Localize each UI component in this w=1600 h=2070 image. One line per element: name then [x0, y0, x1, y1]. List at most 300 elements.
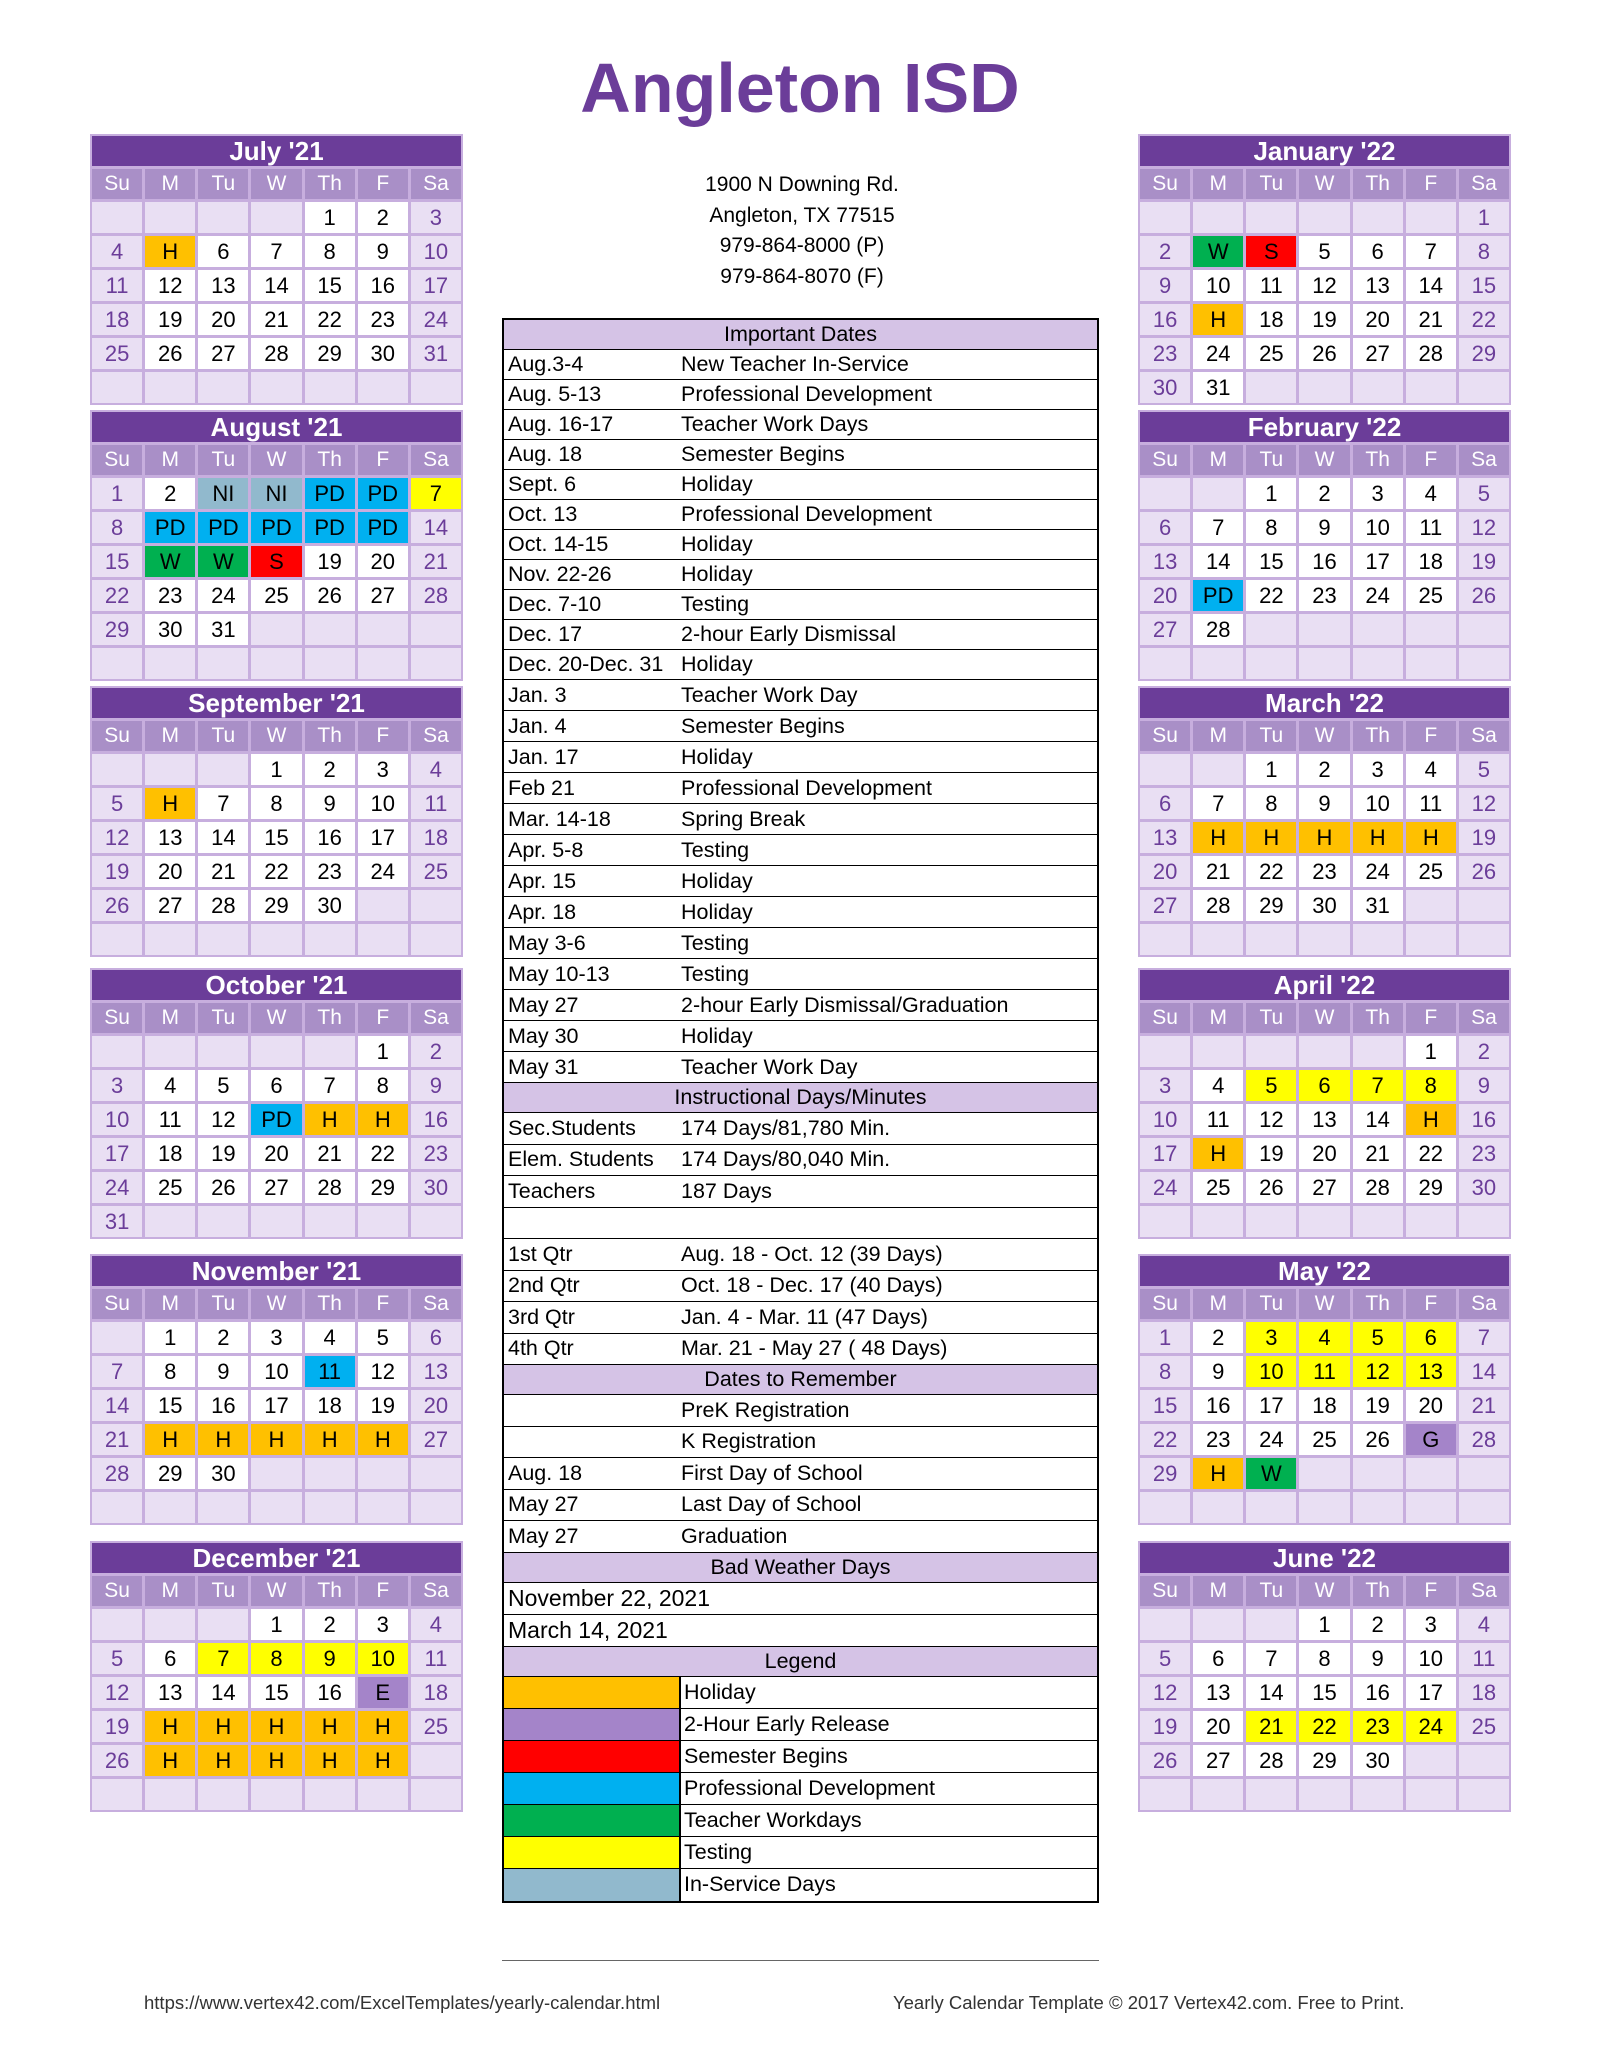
- row-date: Sec.Students: [508, 1115, 636, 1140]
- weekday-header: Su: [1140, 721, 1190, 751]
- day-cell: 6: [1353, 236, 1403, 267]
- day-cell: 25: [1406, 580, 1456, 611]
- row-date: Jan. 4: [508, 713, 567, 738]
- day-cell: 11: [1459, 1643, 1509, 1674]
- day-cell: 14: [1353, 1104, 1403, 1135]
- day-cell: 10: [1140, 1104, 1190, 1135]
- day-cell: 4: [1459, 1609, 1509, 1640]
- bad-weather-date: November 22, 2021: [508, 1584, 711, 1611]
- empty-day-cell: [1353, 372, 1403, 403]
- empty-day-cell: [358, 1458, 408, 1489]
- row-date: May 27: [508, 992, 579, 1017]
- row-description: Holiday: [681, 532, 753, 556]
- row-description: Teacher Work Days: [681, 412, 869, 436]
- weekday-header: Sa: [411, 445, 461, 475]
- day-cell: 17: [1246, 1390, 1296, 1421]
- day-cell: 17: [251, 1390, 301, 1421]
- day-cell: 9: [1193, 1356, 1243, 1387]
- empty-day-cell: [411, 1779, 461, 1810]
- day-cell: 5: [1246, 1070, 1296, 1101]
- day-cell: 27: [198, 338, 248, 369]
- day-cell: 4: [1193, 1070, 1243, 1101]
- empty-day-cell: [251, 202, 301, 233]
- empty-day-cell: [1406, 924, 1456, 955]
- day-cell: H: [1193, 1138, 1243, 1169]
- remember-row: [504, 1521, 1097, 1553]
- day-cell: 28: [92, 1458, 142, 1489]
- weekday-header: Tu: [198, 1289, 248, 1319]
- day-cell: 1: [1459, 202, 1509, 233]
- empty-day-cell: [251, 1458, 301, 1489]
- weekday-header: Sa: [1459, 721, 1509, 751]
- day-cell: 20: [411, 1390, 461, 1421]
- month-calendar: [1138, 968, 1511, 1239]
- day-cell: 26: [1459, 856, 1509, 887]
- day-cell: 10: [92, 1104, 142, 1135]
- day-cell: 26: [1299, 338, 1349, 369]
- day-cell: 13: [145, 822, 195, 853]
- day-cell: 27: [145, 890, 195, 921]
- day-cell: PD: [358, 512, 408, 543]
- day-cell: 26: [305, 580, 355, 611]
- empty-day-cell: [1406, 202, 1456, 233]
- day-cell: 21: [251, 304, 301, 335]
- empty-day-cell: [145, 1206, 195, 1237]
- day-cell: 23: [411, 1138, 461, 1169]
- weekday-header: Th: [1353, 169, 1403, 199]
- day-cell: 9: [1459, 1070, 1509, 1101]
- row-date: 4th Qtr: [508, 1336, 574, 1361]
- day-cell: 16: [358, 270, 408, 301]
- row-date: Feb 21: [508, 775, 575, 800]
- day-cell: H: [1193, 1458, 1243, 1489]
- day-cell: PD: [251, 1104, 301, 1135]
- day-cell: 1: [92, 478, 142, 509]
- day-cell: 15: [251, 1677, 301, 1708]
- day-cell: 4: [1406, 478, 1456, 509]
- empty-day-cell: [1299, 1779, 1349, 1810]
- weekday-header: Tu: [1246, 169, 1296, 199]
- day-cell: H: [1353, 822, 1403, 853]
- weekday-header: M: [1193, 1003, 1243, 1033]
- day-cell: 20: [251, 1138, 301, 1169]
- day-cell: 14: [198, 1677, 248, 1708]
- day-cell: H: [1299, 822, 1349, 853]
- day-cell: 7: [411, 478, 461, 509]
- weekday-header: Su: [1140, 1576, 1190, 1606]
- day-cell: 5: [358, 1322, 408, 1353]
- empty-day-cell: [411, 1492, 461, 1523]
- day-cell: 1: [1406, 1036, 1456, 1067]
- empty-day-cell: [198, 1492, 248, 1523]
- empty-day-cell: [358, 648, 408, 679]
- day-cell: 28: [305, 1172, 355, 1203]
- day-cell: 27: [411, 1424, 461, 1455]
- empty-day-cell: [251, 1036, 301, 1067]
- day-cell: 20: [1193, 1711, 1243, 1742]
- day-cell: 27: [1140, 614, 1190, 645]
- day-cell: 26: [92, 890, 142, 921]
- empty-day-cell: [1353, 1492, 1403, 1523]
- empty-day-cell: [1193, 648, 1243, 679]
- day-cell: 1: [251, 1609, 301, 1640]
- day-cell: 16: [411, 1104, 461, 1135]
- empty-day-cell: [251, 924, 301, 955]
- remember-row: [504, 1427, 1097, 1459]
- day-cell: 19: [145, 304, 195, 335]
- weekday-header: Th: [1353, 1576, 1403, 1606]
- day-cell: 11: [1193, 1104, 1243, 1135]
- day-cell: 30: [1299, 890, 1349, 921]
- weekday-header: W: [251, 445, 301, 475]
- day-cell: 9: [1299, 788, 1349, 819]
- day-cell: 15: [1299, 1677, 1349, 1708]
- day-cell: H: [1193, 304, 1243, 335]
- day-cell: H: [145, 788, 195, 819]
- day-cell: 24: [198, 580, 248, 611]
- day-cell: S: [251, 546, 301, 577]
- day-cell: 18: [92, 304, 142, 335]
- day-cell: 5: [1353, 1322, 1403, 1353]
- bad-weather-row: [504, 1615, 1097, 1647]
- day-cell: 9: [198, 1356, 248, 1387]
- legend-swatch: [504, 1773, 681, 1804]
- day-cell: PD: [358, 478, 408, 509]
- day-cell: 8: [1140, 1356, 1190, 1387]
- day-cell: 12: [1140, 1677, 1190, 1708]
- day-cell: 1: [1246, 478, 1296, 509]
- dates-to-remember-header: Dates to Remember: [504, 1365, 1097, 1395]
- day-cell: E: [358, 1677, 408, 1708]
- empty-day-cell: [92, 924, 142, 955]
- weekday-header: Th: [305, 169, 355, 199]
- address-line: 1900 N Downing Rd.: [705, 173, 899, 196]
- empty-day-cell: [411, 1206, 461, 1237]
- empty-day-cell: [92, 1492, 142, 1523]
- empty-day-cell: [1406, 372, 1456, 403]
- empty-day-cell: [1459, 648, 1509, 679]
- empty-day-cell: [1353, 1779, 1403, 1810]
- empty-day-cell: [251, 614, 301, 645]
- month-title: March '22: [1140, 688, 1509, 718]
- empty-day-cell: [358, 614, 408, 645]
- empty-day-cell: [305, 614, 355, 645]
- day-cell: 3: [1140, 1070, 1190, 1101]
- day-cell: H: [145, 1424, 195, 1455]
- row-description: Last Day of School: [681, 1492, 862, 1517]
- important-date-row: [504, 650, 1097, 680]
- day-cell: H: [358, 1745, 408, 1776]
- day-cell: G: [1406, 1424, 1456, 1455]
- weekday-header: Th: [305, 1003, 355, 1033]
- row-date: Elem. Students: [508, 1147, 654, 1172]
- day-cell: 25: [411, 856, 461, 887]
- weekday-header: Su: [1140, 169, 1190, 199]
- empty-day-cell: [1459, 890, 1509, 921]
- month-title: November '21: [92, 1256, 461, 1286]
- day-cell: 19: [305, 546, 355, 577]
- empty-day-cell: [198, 924, 248, 955]
- day-cell: 29: [305, 338, 355, 369]
- day-cell: 10: [1246, 1356, 1296, 1387]
- weekday-header: W: [1299, 721, 1349, 751]
- important-date-row: [504, 500, 1097, 530]
- day-cell: 14: [1246, 1677, 1296, 1708]
- weekday-header: Sa: [1459, 1289, 1509, 1319]
- day-cell: 12: [1299, 270, 1349, 301]
- page-title: Angleton ISD: [580, 49, 1020, 127]
- row-date: Apr. 15: [508, 868, 577, 893]
- day-cell: 28: [1353, 1172, 1403, 1203]
- row-date: May 30: [508, 1023, 579, 1048]
- empty-day-cell: [145, 1492, 195, 1523]
- day-cell: 25: [1406, 856, 1456, 887]
- day-cell: 13: [1140, 546, 1190, 577]
- day-cell: PD: [145, 512, 195, 543]
- empty-day-cell: [92, 372, 142, 403]
- row-date: Dec. 7-10: [508, 592, 602, 616]
- instructional-row: [504, 1176, 1097, 1208]
- empty-day-cell: [145, 1036, 195, 1067]
- day-cell: 20: [198, 304, 248, 335]
- day-cell: 7: [92, 1356, 142, 1387]
- day-cell: 15: [145, 1390, 195, 1421]
- empty-day-cell: [145, 372, 195, 403]
- row-description: First Day of School: [681, 1460, 863, 1485]
- day-cell: 18: [411, 822, 461, 853]
- day-cell: 4: [411, 1609, 461, 1640]
- day-cell: 25: [1246, 338, 1296, 369]
- day-cell: 24: [92, 1172, 142, 1203]
- weekday-header: W: [1299, 1289, 1349, 1319]
- row-date: Sept. 6: [508, 472, 577, 496]
- day-cell: 13: [1406, 1356, 1456, 1387]
- weekday-header: F: [358, 445, 408, 475]
- weekday-header: Su: [92, 1003, 142, 1033]
- empty-day-cell: [1299, 1036, 1349, 1067]
- day-cell: 13: [145, 1677, 195, 1708]
- day-cell: 4: [305, 1322, 355, 1353]
- day-cell: S: [1246, 236, 1296, 267]
- empty-day-cell: [198, 372, 248, 403]
- day-cell: 24: [1406, 1711, 1456, 1742]
- day-cell: 26: [1353, 1424, 1403, 1455]
- empty-day-cell: [1459, 1745, 1509, 1776]
- empty-day-cell: [1246, 924, 1296, 955]
- day-cell: 2: [1193, 1322, 1243, 1353]
- row-date: Oct. 14-15: [508, 532, 609, 556]
- empty-day-cell: [92, 648, 142, 679]
- empty-day-cell: [411, 648, 461, 679]
- empty-day-cell: [145, 754, 195, 785]
- empty-day-cell: [1193, 478, 1243, 509]
- day-cell: 28: [1193, 890, 1243, 921]
- day-cell: 21: [1246, 1711, 1296, 1742]
- row-date: Mar. 14-18: [508, 806, 611, 831]
- day-cell: 11: [305, 1356, 355, 1387]
- day-cell: 19: [1140, 1711, 1190, 1742]
- month-title: October '21: [92, 970, 461, 1000]
- weekday-header: F: [1406, 1003, 1456, 1033]
- day-cell: 7: [1193, 512, 1243, 543]
- day-cell: 12: [145, 270, 195, 301]
- day-cell: 29: [1140, 1458, 1190, 1489]
- important-date-row: [504, 959, 1097, 990]
- empty-day-cell: [1140, 1036, 1190, 1067]
- weekday-header: Tu: [1246, 445, 1296, 475]
- empty-day-cell: [198, 1609, 248, 1640]
- day-cell: 9: [1299, 512, 1349, 543]
- empty-day-cell: [1246, 1492, 1296, 1523]
- weekday-header: F: [358, 1576, 408, 1606]
- empty-day-cell: [305, 1206, 355, 1237]
- day-cell: 10: [1406, 1643, 1456, 1674]
- month-title: December '21: [92, 1543, 461, 1573]
- day-cell: H: [1193, 822, 1243, 853]
- empty-day-cell: [411, 614, 461, 645]
- row-date: Aug. 5-13: [508, 382, 602, 406]
- day-cell: 11: [1299, 1356, 1349, 1387]
- row-description: Holiday: [681, 1023, 753, 1048]
- day-cell: 12: [1459, 512, 1509, 543]
- important-dates-header: Important Dates: [504, 320, 1097, 350]
- empty-day-cell: [198, 754, 248, 785]
- empty-day-cell: [1193, 1609, 1243, 1640]
- day-cell: 7: [1246, 1643, 1296, 1674]
- day-cell: 20: [145, 856, 195, 887]
- weekday-header: M: [1193, 1289, 1243, 1319]
- empty-day-cell: [1299, 1206, 1349, 1237]
- row-description: Aug. 18 - Oct. 12 (39 Days): [681, 1241, 943, 1266]
- empty-day-cell: [358, 1779, 408, 1810]
- row-date: May 27: [508, 1492, 579, 1517]
- day-cell: 10: [251, 1356, 301, 1387]
- empty-day-cell: [305, 1036, 355, 1067]
- day-cell: H: [251, 1745, 301, 1776]
- day-cell: H: [145, 236, 195, 267]
- empty-day-cell: [1246, 1036, 1296, 1067]
- empty-day-cell: [1299, 614, 1349, 645]
- empty-day-cell: [1299, 1492, 1349, 1523]
- weekday-header: M: [1193, 1576, 1243, 1606]
- empty-day-cell: [411, 1745, 461, 1776]
- day-cell: 19: [1353, 1390, 1403, 1421]
- day-cell: 3: [1406, 1609, 1456, 1640]
- empty-day-cell: [198, 1779, 248, 1810]
- day-cell: 31: [411, 338, 461, 369]
- day-cell: PD: [251, 512, 301, 543]
- day-cell: 14: [411, 512, 461, 543]
- weekday-header: W: [251, 1003, 301, 1033]
- address-line: Angleton, TX 77515: [709, 203, 895, 227]
- day-cell: 23: [1299, 580, 1349, 611]
- month-title: June '22: [1140, 1543, 1509, 1573]
- day-cell: 11: [411, 788, 461, 819]
- important-date-row: [504, 990, 1097, 1021]
- day-cell: 3: [358, 754, 408, 785]
- day-cell: 31: [1193, 372, 1243, 403]
- day-cell: 10: [1353, 512, 1403, 543]
- day-cell: 26: [1459, 580, 1509, 611]
- month-calendar: [90, 1541, 463, 1812]
- day-cell: 7: [251, 236, 301, 267]
- legend-row: [504, 1837, 1097, 1869]
- instructional-row: [504, 1208, 1097, 1240]
- empty-day-cell: [1353, 1036, 1403, 1067]
- month-calendar: [90, 1254, 463, 1525]
- day-cell: 9: [1140, 270, 1190, 301]
- day-cell: H: [198, 1745, 248, 1776]
- day-cell: 12: [198, 1104, 248, 1135]
- empty-day-cell: [1353, 924, 1403, 955]
- row-date: May 31: [508, 1054, 579, 1079]
- important-date-row: [504, 897, 1097, 928]
- day-cell: H: [358, 1711, 408, 1742]
- empty-day-cell: [358, 372, 408, 403]
- day-cell: 12: [92, 822, 142, 853]
- day-cell: 8: [92, 512, 142, 543]
- empty-day-cell: [1193, 754, 1243, 785]
- weekday-header: Th: [1353, 1289, 1403, 1319]
- row-description: Graduation: [681, 1523, 788, 1548]
- day-cell: 5: [1459, 478, 1509, 509]
- legend-header: Legend: [504, 1647, 1097, 1677]
- important-dates-panel: [502, 318, 1099, 1903]
- day-cell: 6: [411, 1322, 461, 1353]
- day-cell: 17: [92, 1138, 142, 1169]
- legend-label: Semester Begins: [684, 1743, 848, 1768]
- empty-day-cell: [92, 754, 142, 785]
- day-cell: 11: [145, 1104, 195, 1135]
- day-cell: 22: [251, 856, 301, 887]
- legend-row: [504, 1805, 1097, 1837]
- weekday-header: W: [251, 1289, 301, 1319]
- instructional-row: [504, 1302, 1097, 1334]
- important-date-row: [504, 530, 1097, 560]
- day-cell: 5: [1299, 236, 1349, 267]
- day-cell: 30: [1353, 1745, 1403, 1776]
- day-cell: 6: [1193, 1643, 1243, 1674]
- weekday-header: Th: [305, 1576, 355, 1606]
- day-cell: 26: [198, 1172, 248, 1203]
- month-title: July '21: [92, 136, 461, 166]
- row-date: May 27: [508, 1523, 579, 1548]
- row-description: Professional Development: [681, 502, 932, 526]
- weekday-header: Su: [92, 721, 142, 751]
- day-cell: W: [145, 546, 195, 577]
- important-date-row: [504, 590, 1097, 620]
- day-cell: H: [1406, 1104, 1456, 1135]
- day-cell: 10: [358, 788, 408, 819]
- remember-row: [504, 1490, 1097, 1522]
- row-description: Teacher Work Day: [681, 682, 858, 707]
- month-title: September '21: [92, 688, 461, 718]
- day-cell: 2: [358, 202, 408, 233]
- day-cell: 30: [145, 614, 195, 645]
- weekday-header: W: [1299, 445, 1349, 475]
- row-description: Oct. 18 - Dec. 17 (40 Days): [681, 1273, 943, 1298]
- weekday-header: F: [358, 169, 408, 199]
- day-cell: H: [198, 1424, 248, 1455]
- day-cell: 31: [198, 614, 248, 645]
- row-description: Semester Begins: [681, 442, 845, 466]
- day-cell: 22: [305, 304, 355, 335]
- footer-url[interactable]: https://www.vertex42.com/ExcelTemplates/yearly-calendar.html: [144, 1992, 661, 2013]
- day-cell: 23: [358, 304, 408, 335]
- bad-weather-header: Bad Weather Days: [504, 1553, 1097, 1583]
- weekday-header: Tu: [1246, 1003, 1296, 1033]
- weekday-header: Tu: [198, 1576, 248, 1606]
